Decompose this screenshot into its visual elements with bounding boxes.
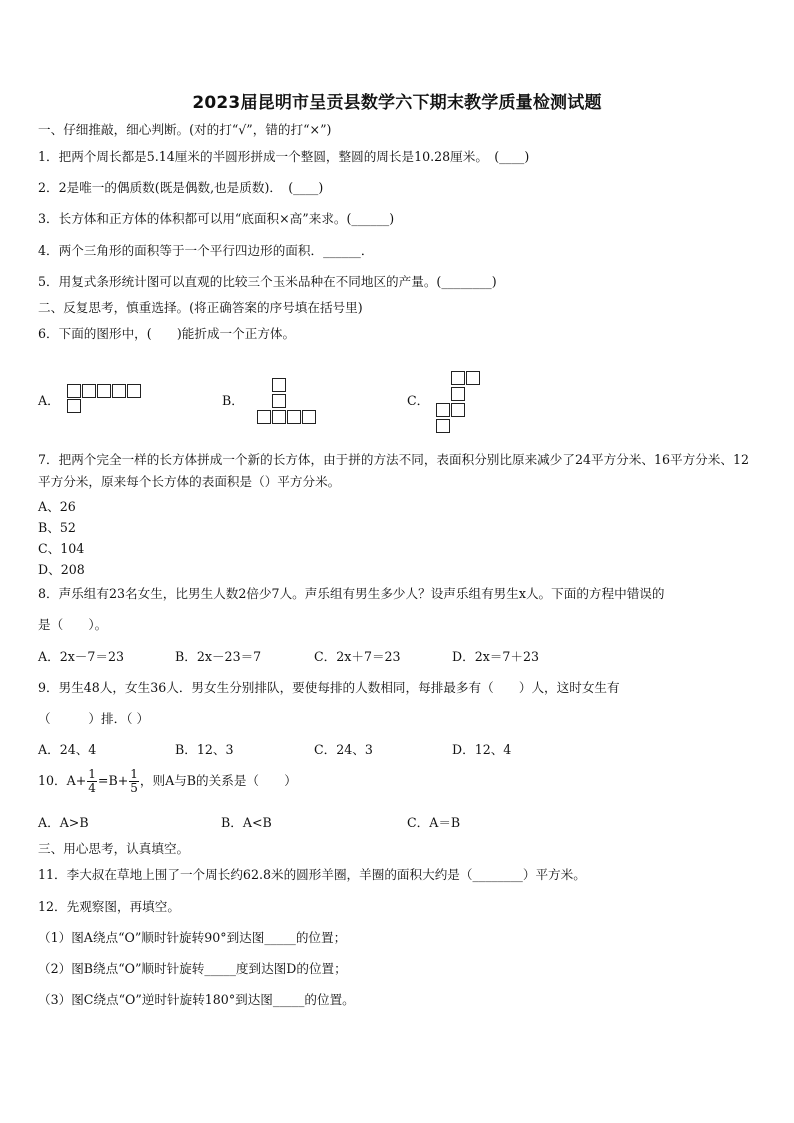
q6-option-c-label: C． <box>407 393 430 408</box>
q7-option-b: B、52 <box>38 520 76 535</box>
q8-option-c: C．2x＋7＝23 <box>314 649 401 664</box>
q6-option-a-label: A． <box>38 393 60 408</box>
section-heading-1: 一、仔细推敲，细心判断。(对的打“√”，错的打“×”) <box>38 122 332 137</box>
q6-net-c <box>434 371 482 435</box>
question-8-stem-line1: 8．声乐组有23名女生，比男生人数2倍少7人。声乐组有男生多少人？设声乐组有男生x人。下面的方程中错误的 <box>38 586 665 601</box>
q10-f1-numerator: 1 <box>88 767 96 781</box>
question-9-stem-line1: 9．男生48人，女生36人．男女生分别排队，要使每排的人数相同，每排最多有（ ）人，这时女生有 <box>38 680 620 695</box>
page-title: 2023届昆明市呈贡县数学六下期末教学质量检测试题 <box>192 93 602 113</box>
q6-net-b <box>257 378 320 425</box>
q10-option-b: B．A<B <box>221 815 272 830</box>
question-4: 4．两个三角形的面积等于一个平行四边形的面积．______． <box>38 243 374 258</box>
q10-option-c: C．A＝B <box>407 815 461 830</box>
q10-suffix: ，则A与B的关系是（ ） <box>139 773 297 788</box>
q10-f1-denominator: 4 <box>88 781 96 795</box>
q8-option-a: A．2x－7＝23 <box>38 649 125 664</box>
section-heading-2: 二、反复思考，慎重选择。(将正确答案的序号填在括号里) <box>38 300 363 315</box>
q10-prefix: 10．A+ <box>38 773 87 788</box>
question-3: 3．长方体和正方体的体积都可以用“底面积×高”来求。(______) <box>38 211 395 226</box>
q12-part-1: （1）图A绕点“O”顺时针旋转90°到达图_____的位置； <box>38 930 347 945</box>
q10-fraction-1 <box>87 768 97 795</box>
q9-option-d: D．12、4 <box>452 742 512 757</box>
q6-net-a <box>67 384 144 414</box>
question-9-stem-line2: （ ）排．（ ） <box>38 711 150 726</box>
q9-option-b: B．12、3 <box>175 742 234 757</box>
q8-option-d: D．2x＝7＋23 <box>452 649 540 664</box>
q10-f2-denominator: 5 <box>130 781 138 795</box>
q6-option-b-label: B． <box>222 393 244 408</box>
q9-option-a: A．24、4 <box>38 742 97 757</box>
q10-option-a: A．A>B <box>38 815 89 830</box>
q12-part-3: （3）图C绕点“O”逆时针旋转180°到达图_____的位置。 <box>38 992 355 1007</box>
question-1: 1．把两个周长都是5.14厘米的半圆形拼成一个整圆，整圆的周长是10.28厘米。 (____) <box>38 149 530 164</box>
q7-option-a: A、26 <box>38 499 76 514</box>
question-7-stem: 7．把两个完全一样的长方体拼成一个新的长方体，由于拼的方法不同，表面积分别比原来减少了24平方分米、16平方分米、12平方分米，原来每个长方体的表面积是（）平方分米。 <box>38 452 749 489</box>
question-6-stem: 6．下面的图形中，( )能折成一个正方体。 <box>38 326 296 341</box>
q10-f2-numerator: 1 <box>130 767 138 781</box>
q9-option-c: C．24、3 <box>314 742 373 757</box>
question-8-stem-line2: 是（ ）。 <box>38 617 108 632</box>
question-10-stem <box>38 768 297 795</box>
q12-part-2: （2）图B绕点“O”顺时针旋转_____度到达图D的位置； <box>38 961 347 976</box>
q7-option-c: C、104 <box>38 541 85 556</box>
question-12-stem: 12．先观察图，再填空。 <box>38 899 180 914</box>
question-5: 5．用复式条形统计图可以直观的比较三个玉米品种在不同地区的产量。(________) <box>38 274 497 289</box>
q7-option-d: D、208 <box>38 562 85 577</box>
q8-option-b: B．2x－23＝7 <box>175 649 262 664</box>
q10-fraction-2 <box>129 768 139 795</box>
question-11: 11．李大叔在草地上围了一个周长约62.8米的圆形羊圈，羊圈的面积大约是（________）平方米。 <box>38 867 586 882</box>
q10-middle: =B+ <box>97 773 129 788</box>
question-2: 2．2是唯一的偶质数(既是偶数,也是质数)． (____) <box>38 180 324 195</box>
section-heading-3: 三、用心思考，认真填空。 <box>38 841 190 856</box>
